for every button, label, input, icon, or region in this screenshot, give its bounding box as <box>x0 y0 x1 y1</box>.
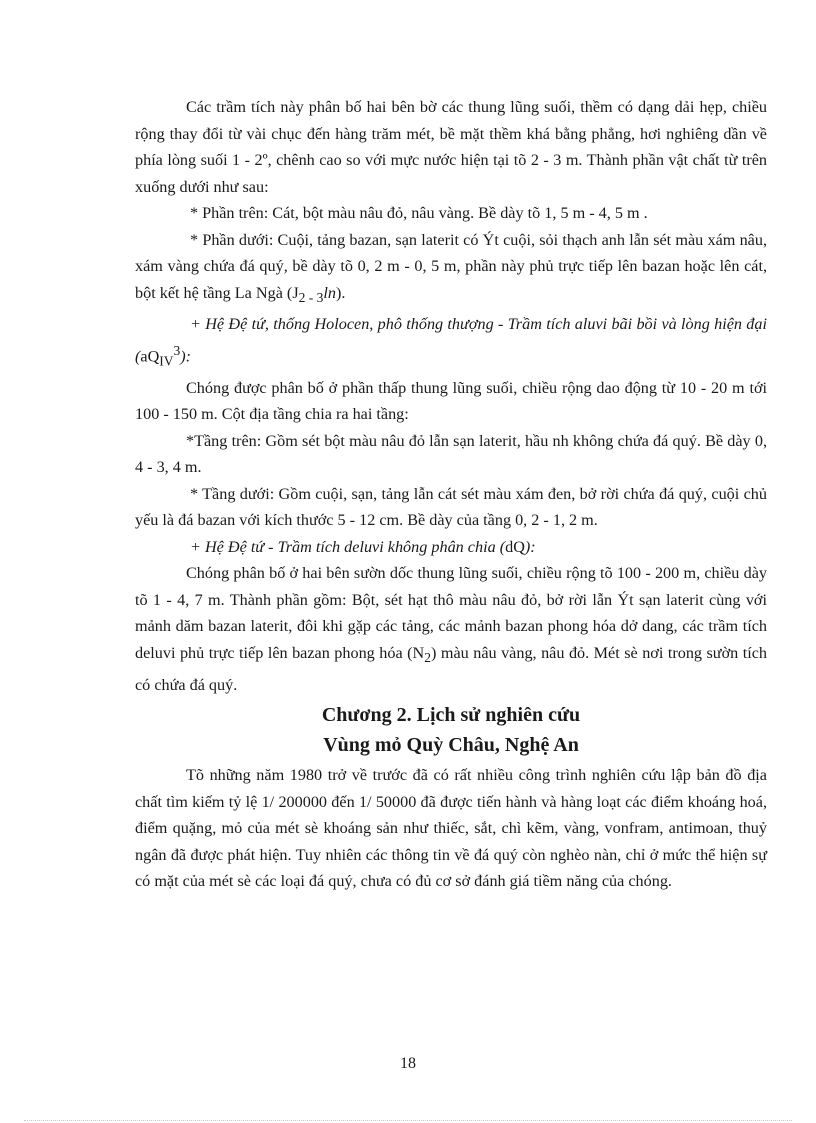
paragraph-lower-part <box>135 227 767 312</box>
paragraph-upper-part: * Phần trên: Cát, bột màu nâu đỏ, nâu vàng. Bề dày tõ 1, 5 m - 4, 5 m . <box>190 204 648 222</box>
paragraph-distribution: Chóng được phân bố ở phần thấp thung lũng suối, chiều rộng dao động từ 10 - 20 m tới 100 - 150 m. Cột địa tầng chia ra hai tầng: <box>135 378 767 424</box>
text-run: * Phần dưới: Cuội, tảng bazan, sạn laterit có Ýt cuội, sỏi thạch anh lẫn sét màu xám nâu, xám vàng chứa đá quý, bề dày tõ 0, 2 m - 0, 5 m, phần này phủ trực tiếp lên bazan hoặc lên cát, bột kết hệ tầng La Ngà (J <box>135 230 767 302</box>
subscript: 2 <box>424 650 431 666</box>
symbol-run: aQ <box>140 347 160 366</box>
bottom-dotted-line <box>24 1120 792 1121</box>
text-run: ): <box>524 537 536 556</box>
subscript: IV <box>159 353 174 369</box>
text-run: Chóng phân bố ở hai bên sườn dốc thung lũng suối, chiều rộng tõ 100 - 200 m, chiều dày tõ 1 - 4, 7 m. Thành phần gồm: Bột, sét hạt thô màu nâu đỏ, bở rời lẫn Ýt sạn laterit cùng với mảnh dăm bazan laterit, đôi khi gặp các tảng, các mảnh bazan phong hóa dở dang, các trầm tích deluvi phủ trực tiếp lên bazan phong hóa <box>135 564 767 662</box>
paragraph-upper-layer: *Tầng trên: Gồm sét bột màu nâu đỏ lẫn sạn laterit, hầu nh không chứa đá quý. Bề dày 0, 4 - 3, 4 m. <box>135 431 767 477</box>
paragraph-slopes <box>135 560 767 698</box>
text-run: + Hệ Đệ tứ - Trầm tích deluvi không phân chia ( <box>190 537 506 556</box>
subscript: 2 - 3 <box>298 289 324 305</box>
text-run: ) màu nâu vàng, nâu đỏ. Mét sè nơi trong sườn tích có chứa đá quý. <box>135 643 767 694</box>
chapter-title-line-1: Chương 2. Lịch sử nghiên cứu <box>321 704 581 727</box>
superscript: 3 <box>173 342 181 358</box>
text-run: + Hệ Đệ tứ, thống Holocen, phô thống thượng - Trầm tích aluvi bãi bồi và lòng hiện đại ( <box>135 315 767 366</box>
text-run: ). <box>335 283 346 302</box>
symbol-run: dQ <box>505 537 525 556</box>
paragraph-terrace-sediments: Các trầm tích này phân bố hai bên bờ các thung lũng suối, thềm có dạng dải hẹp, chiều rộng thay đổi từ vài chục đến hàng trăm mét, bề mặt thềm khá bằng phẳng, hơi nghiêng dần về phía lòng suối 1 - 2º, chênh cao so với mực nước hiện tại tõ 2 - 3 m. Thành phần vật chất từ trên xuống dưới như sau: <box>135 98 767 196</box>
text-run: ): <box>180 347 192 366</box>
body-text <box>135 94 767 895</box>
chapter-title-line-2: Vùng mỏ Quỳ Châu, Nghệ An <box>323 734 579 757</box>
paragraph-lower-layer: * Tầng dưới: Gồm cuội, sạn, tảng lẫn cát sét màu xám đen, bở rời chứa đá quý, cuội chủ yếu là đá bazan với kích thước 5 - 12 cm. Bề dày của tầng 0, 2 - 1, 2 m. <box>135 484 767 530</box>
page-number: 18 <box>400 1055 416 1072</box>
heading-deluvi <box>135 534 767 561</box>
heading-holocene <box>135 311 767 375</box>
text-run: (N <box>407 643 425 662</box>
paragraph-research-history: Tõ những năm 1980 trở về trước đã có rất nhiều công trình nghiên cứu lập bản đồ địa chất tìm kiếm tỷ lệ 1/ 200000 đến 1/ 50000 đã được tiến hành và hàng loạt các điểm khoáng hoá, điểm quặng, mỏ của mét sè khoáng sản như thiếc, sắt, chì kẽm, vàng, vonfram, antimoan, thuỷ ngân đã được phát hiện. Tuy nhiên các thông tin về đá quý còn nghèo nàn, chỉ ở mức thể hiện sự có mặt của mét sè các loại đá quý, chưa có đủ cơ sở đánh giá tiềm năng của chóng. <box>135 766 767 891</box>
italic-run: ln <box>323 283 336 302</box>
